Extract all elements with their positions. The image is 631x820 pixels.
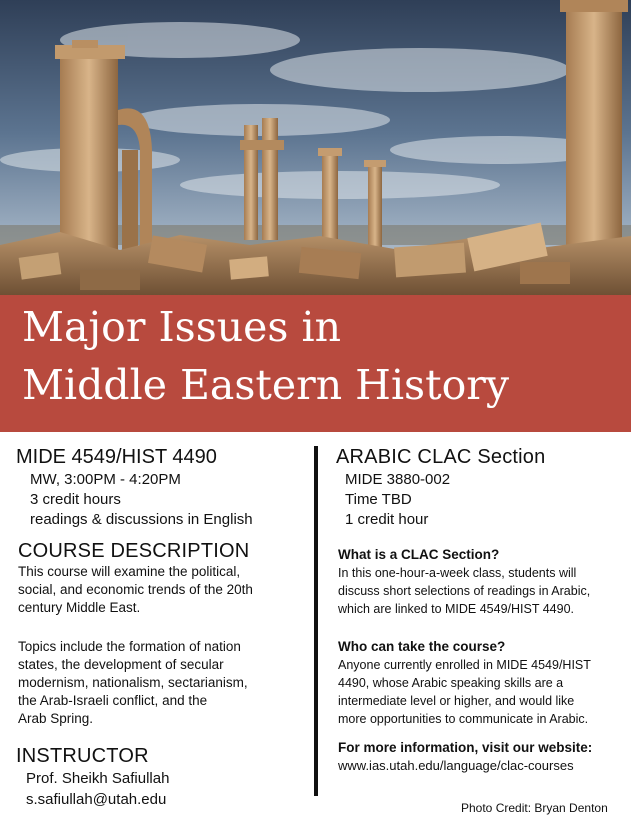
clac-text-line: which are linked to MIDE 4549/HIST 4490. <box>338 602 575 616</box>
instructor-email: s.safiullah@utah.edu <box>26 791 167 808</box>
who-can-take-heading: Who can take the course? <box>338 639 506 654</box>
page-title-line-2: Middle Eastern History <box>22 361 510 409</box>
what-is-clac-heading: What is a CLAC Section? <box>338 547 500 562</box>
description-line: the Arab-Israeli conflict, and the <box>18 693 208 708</box>
course-schedule: MW, 3:00PM - 4:20PM <box>30 471 181 488</box>
course-description-paragraph-1 <box>18 563 253 617</box>
description-line: Topics include the formation of nation <box>18 639 241 654</box>
clac-heading: ARABIC CLAC Section <box>336 446 546 468</box>
course-description-heading: COURSE DESCRIPTION <box>18 540 250 562</box>
hero-photo <box>0 0 631 295</box>
photo-credit: Photo Credit: Bryan Denton <box>461 801 608 815</box>
description-line: century Middle East. <box>18 600 141 615</box>
what-is-clac-text <box>338 564 590 618</box>
clac-text-line: Anyone currently enrolled in MIDE 4549/HIST <box>338 658 591 672</box>
page-title-line-1: Major Issues in <box>22 303 341 351</box>
more-info-heading: For more information, visit our website: <box>338 740 593 755</box>
title-band <box>0 295 631 432</box>
who-can-take-text <box>338 656 591 728</box>
description-line: social, and economic trends of the 20th <box>18 582 253 597</box>
course-code: MIDE 4549/HIST 4490 <box>16 446 217 468</box>
clac-text-line: discuss short selections of readings in Arabic, <box>338 584 591 598</box>
description-line: states, the development of secular <box>18 657 224 672</box>
website-link[interactable]: www.ias.utah.edu/language/clac-courses <box>338 758 574 773</box>
description-line: modernism, nationalism, sectarianism, <box>18 675 248 690</box>
clac-text-line: intermediate level or higher, and would like <box>338 694 575 708</box>
clac-course-number: MIDE 3880-002 <box>345 471 451 488</box>
instructor-name: Prof. Sheikh Safiullah <box>26 770 170 787</box>
course-description-paragraph-2 <box>18 638 248 728</box>
course-language: readings & discussions in English <box>30 511 253 528</box>
description-line: This course will examine the political, <box>18 564 241 579</box>
clac-text-line: more opportunities to communicate in Arabic. <box>338 712 589 726</box>
instructor-heading: INSTRUCTOR <box>16 745 149 767</box>
clac-text-line: In this one-hour-a-week class, students will <box>338 566 577 580</box>
course-credits: 3 credit hours <box>30 491 121 508</box>
column-divider <box>314 446 318 796</box>
clac-credits: 1 credit hour <box>345 511 429 528</box>
clac-text-line: 4490, whose Arabic speaking skills are a <box>338 676 564 690</box>
broken-pillars <box>240 118 284 240</box>
description-line: Arab Spring. <box>18 711 94 726</box>
ruins-illustration <box>0 0 631 295</box>
clac-time: Time TBD <box>345 491 412 508</box>
